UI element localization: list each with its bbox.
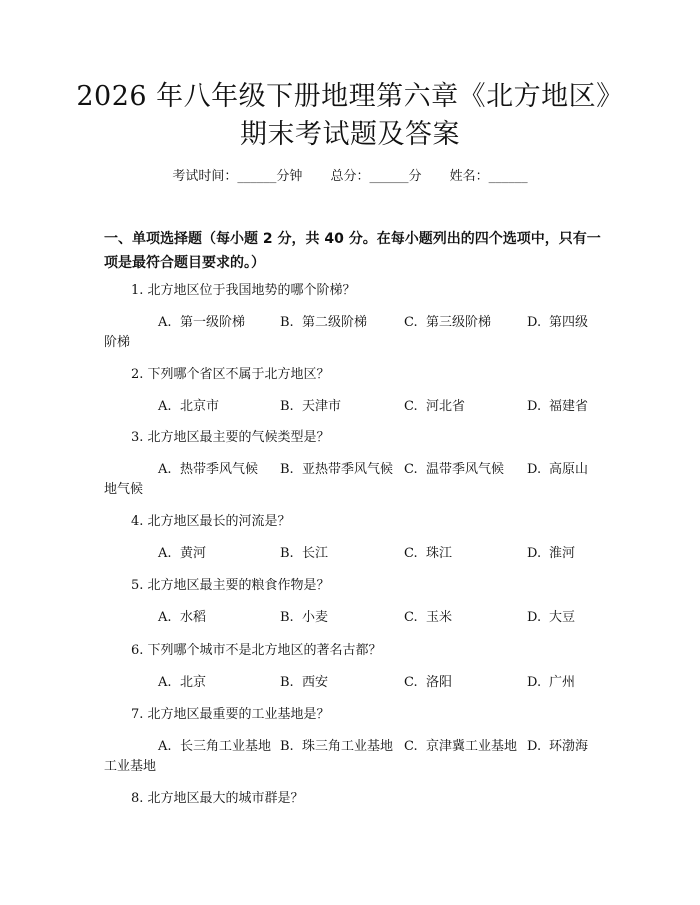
- option-letter: A.: [158, 739, 172, 754]
- option-d: [527, 544, 575, 564]
- option-text: 福建省: [549, 399, 589, 414]
- option-letter: C.: [404, 399, 418, 414]
- option-a: [158, 737, 271, 757]
- option-a: [158, 544, 206, 564]
- option-wrap-text: 工业基地: [104, 759, 157, 774]
- option-text: 水稻: [180, 610, 207, 625]
- option-text: 河北省: [426, 399, 466, 414]
- option-letter: D.: [527, 315, 542, 330]
- option-text: 高原山: [549, 462, 589, 477]
- option-text: 珠江: [426, 546, 453, 561]
- option-letter: A.: [158, 546, 172, 561]
- question-stem: 5. 北方地区最主要的粮食作物是？: [131, 578, 330, 593]
- option-letter: D.: [527, 399, 542, 414]
- option-letter: B.: [280, 462, 294, 477]
- option-letter: B.: [280, 315, 294, 330]
- option-a: [158, 397, 219, 417]
- option-text: 西安: [302, 675, 329, 690]
- question-options: [104, 608, 604, 628]
- option-a: [158, 608, 206, 628]
- question-stem: 8. 北方地区最大的城市群是？: [131, 791, 304, 806]
- option-b: [280, 544, 328, 564]
- option-d: [527, 608, 575, 628]
- option-letter: B.: [280, 675, 294, 690]
- option-b: [280, 313, 367, 333]
- option-c: [404, 313, 491, 333]
- option-letter: C.: [404, 675, 418, 690]
- option-text: 北京: [180, 675, 207, 690]
- option-text: 小麦: [302, 610, 329, 625]
- question-options: [104, 397, 604, 417]
- exam-info-line: [0, 168, 700, 186]
- option-letter: C.: [404, 739, 418, 754]
- option-letter: C.: [404, 315, 418, 330]
- question-stem: 6. 下列哪个城市不是北方地区的著名古都？: [131, 643, 382, 658]
- option-text: 珠三角工业基地: [302, 739, 394, 754]
- option-b: [280, 397, 341, 417]
- exam-time-field: 考试时间：______分钟: [172, 169, 303, 184]
- option-letter: B.: [280, 546, 294, 561]
- option-c: [404, 673, 452, 693]
- question-stem: 7. 北方地区最重要的工业基地是？: [131, 707, 330, 722]
- option-text: 温带季风气候: [426, 462, 505, 477]
- option-b: [280, 608, 328, 628]
- option-letter: A.: [158, 610, 172, 625]
- option-letter: A.: [158, 399, 172, 414]
- option-c: [404, 397, 465, 417]
- option-letter: C.: [404, 462, 418, 477]
- question-stem: 1. 北方地区位于我国地势的哪个阶梯？: [131, 283, 356, 298]
- question-options: [104, 737, 604, 777]
- student-name-field: 姓名：______: [449, 169, 528, 184]
- page-title-line-2: 期末考试题及答案: [240, 119, 460, 150]
- option-letter: A.: [158, 315, 172, 330]
- option-text: 淮河: [549, 546, 576, 561]
- option-letter: C.: [404, 610, 418, 625]
- option-b: [280, 460, 393, 480]
- total-score-field: 总分：______分: [330, 169, 422, 184]
- option-c: [404, 460, 504, 480]
- question-options: [104, 313, 604, 353]
- option-letter: D.: [527, 610, 542, 625]
- option-b: [280, 737, 393, 757]
- page-title-line-1: 2026 年八年级下册地理第六章《北方地区》: [76, 81, 624, 112]
- option-a: [158, 460, 258, 480]
- option-text: 大豆: [549, 610, 576, 625]
- option-text: 亚热带季风气候: [302, 462, 394, 477]
- option-text: 热带季风气候: [180, 462, 259, 477]
- option-b: [280, 673, 328, 693]
- question-options: [104, 544, 604, 564]
- option-text: 长江: [302, 546, 329, 561]
- option-text: 环渤海: [549, 739, 589, 754]
- option-letter: D.: [527, 739, 542, 754]
- option-c: [404, 608, 452, 628]
- option-letter: D.: [527, 462, 542, 477]
- question-options: [104, 673, 604, 693]
- option-wrap-text: 阶梯: [104, 335, 131, 350]
- option-letter: A.: [158, 675, 172, 690]
- question-stem: 3. 北方地区最主要的气候类型是？: [131, 430, 330, 445]
- option-c: [404, 544, 452, 564]
- option-letter: A.: [158, 462, 172, 477]
- option-d: [527, 397, 588, 417]
- option-letter: D.: [527, 546, 542, 561]
- option-text: 第一级阶梯: [180, 315, 246, 330]
- option-text: 洛阳: [426, 675, 453, 690]
- section-heading: 一、单项选择题（每小题 2 分，共 40 分。在每小题列出的四个选项中，只有一项是最符合题目要求的。）: [104, 231, 601, 271]
- option-d: [527, 673, 575, 693]
- option-c: [404, 737, 517, 757]
- option-text: 北京市: [180, 399, 220, 414]
- option-letter: B.: [280, 399, 294, 414]
- option-text: 天津市: [302, 399, 342, 414]
- option-d: [527, 737, 588, 757]
- option-letter: B.: [280, 739, 294, 754]
- option-letter: D.: [527, 675, 542, 690]
- option-text: 广州: [549, 675, 576, 690]
- option-text: 长三角工业基地: [180, 739, 272, 754]
- option-d: [527, 313, 588, 333]
- option-text: 第二级阶梯: [302, 315, 368, 330]
- option-letter: C.: [404, 546, 418, 561]
- option-text: 第四级: [549, 315, 589, 330]
- question-stem: 4. 北方地区最长的河流是？: [131, 514, 291, 529]
- option-text: 黄河: [180, 546, 207, 561]
- option-text: 第三级阶梯: [426, 315, 492, 330]
- option-wrap-text: 地气候: [104, 482, 144, 497]
- option-a: [158, 313, 245, 333]
- question-stem: 2. 下列哪个省区不属于北方地区？: [131, 367, 330, 382]
- option-letter: B.: [280, 610, 294, 625]
- option-a: [158, 673, 206, 693]
- option-d: [527, 460, 588, 480]
- option-text: 玉米: [426, 610, 453, 625]
- option-text: 京津冀工业基地: [426, 739, 518, 754]
- question-options: [104, 460, 604, 500]
